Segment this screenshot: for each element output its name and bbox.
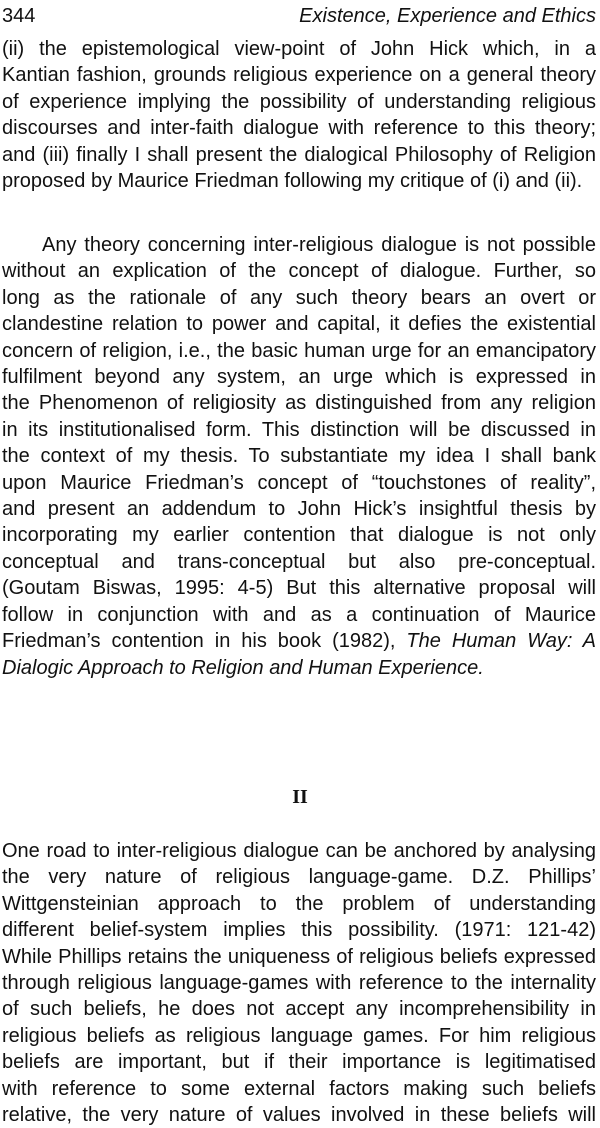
paragraph-continuation (2, 36, 596, 194)
text-line: beliefs are important, but if their importance is legitimatised (2, 1051, 596, 1074)
text-line: One road to inter-religious dialogue can be anchored by analysing (2, 840, 596, 862)
text-line: While Phillips retains the uniqueness of religious beliefs expressed (2, 945, 596, 968)
paragraph-language-game (2, 838, 596, 1128)
text-line: in its institutionalised form. This distinction will be discussed in (2, 418, 596, 441)
book-title-part: The Human Way: A (406, 630, 596, 653)
text-line: of experience implying the possibility of understanding religious (2, 90, 596, 113)
text-line: proposed by Maurice Friedman following my critique of (i) and (ii). (2, 170, 583, 193)
text-line: Wittgensteinian approach to the problem of understanding (2, 892, 596, 915)
text-line: of such beliefs, he does not accept any incomprehensibility in (2, 998, 596, 1021)
text-line: the very nature of religious language-game. D.Z. Phillips’ (2, 866, 596, 889)
text-line: concern of religion, i.e., the basic human urge for an emancipatory (2, 339, 596, 362)
text-line: and present an addendum to John Hick’s insightful thesis by (2, 498, 596, 521)
text-line: the Phenomenon of religiosity as distinguished from any religion (2, 392, 596, 415)
text-line: relative, the very nature of values involved in these beliefs will (2, 1104, 596, 1127)
text-line: Kantian fashion, grounds religious experience on a general theory (2, 64, 596, 87)
running-header (2, 2, 596, 32)
paragraph-dialogue-concept (2, 232, 596, 681)
section-heading: II (292, 786, 308, 808)
page-number: 344 (2, 5, 36, 27)
text-line: fulfilment beyond any system, an urge which is expressed in (2, 366, 596, 389)
text-line: discourses and inter-faith dialogue with reference to this theory; (2, 117, 596, 140)
text-line: without an explication of the concept of dialogue. Further, so (2, 260, 596, 283)
text-line: (ii) the epistemological view-point of John Hick which, in a (2, 38, 596, 60)
text-line: conceptual and trans-conceptual but also pre-conceptual. (2, 550, 596, 573)
text-line: upon Maurice Friedman’s concept of “touchstones of reality”, (2, 471, 596, 494)
running-title: Existence, Experience and Ethics (299, 5, 596, 27)
book-title-part: Dialogic Approach to Religion and Human Experience. (2, 656, 484, 679)
text-line: incorporating my earlier contention that dialogue is not only (2, 524, 596, 547)
text-line: follow in conjunction with and as a continuation of Maurice (2, 603, 596, 626)
text-line: long as the rationale of any such theory bears an overt or (2, 286, 596, 309)
text-line: with reference to some external factors making such beliefs (2, 1077, 596, 1100)
text-line: through religious language-games with reference to the internality (2, 972, 596, 995)
text-line: clandestine relation to power and capital, it defies the existential (2, 313, 596, 336)
text-line: the context of my thesis. To substantiate my idea I shall bank (2, 445, 596, 468)
text-line: different belief-system implies this possibility. (1971: 121-42) (2, 919, 596, 942)
text-line (2, 628, 596, 654)
text-line: (Goutam Biswas, 1995: 4-5) But this alternative proposal will (2, 577, 596, 600)
text-line: Any theory concerning inter-religious dialogue is not possible (42, 234, 596, 256)
text-line: religious beliefs as religious language games. For him religious (2, 1024, 596, 1047)
text-line-prefix: Friedman’s contention in his book (1982), (2, 630, 407, 653)
text-line: and (iii) finally I shall present the dialogical Philosophy of Religion (2, 143, 596, 166)
